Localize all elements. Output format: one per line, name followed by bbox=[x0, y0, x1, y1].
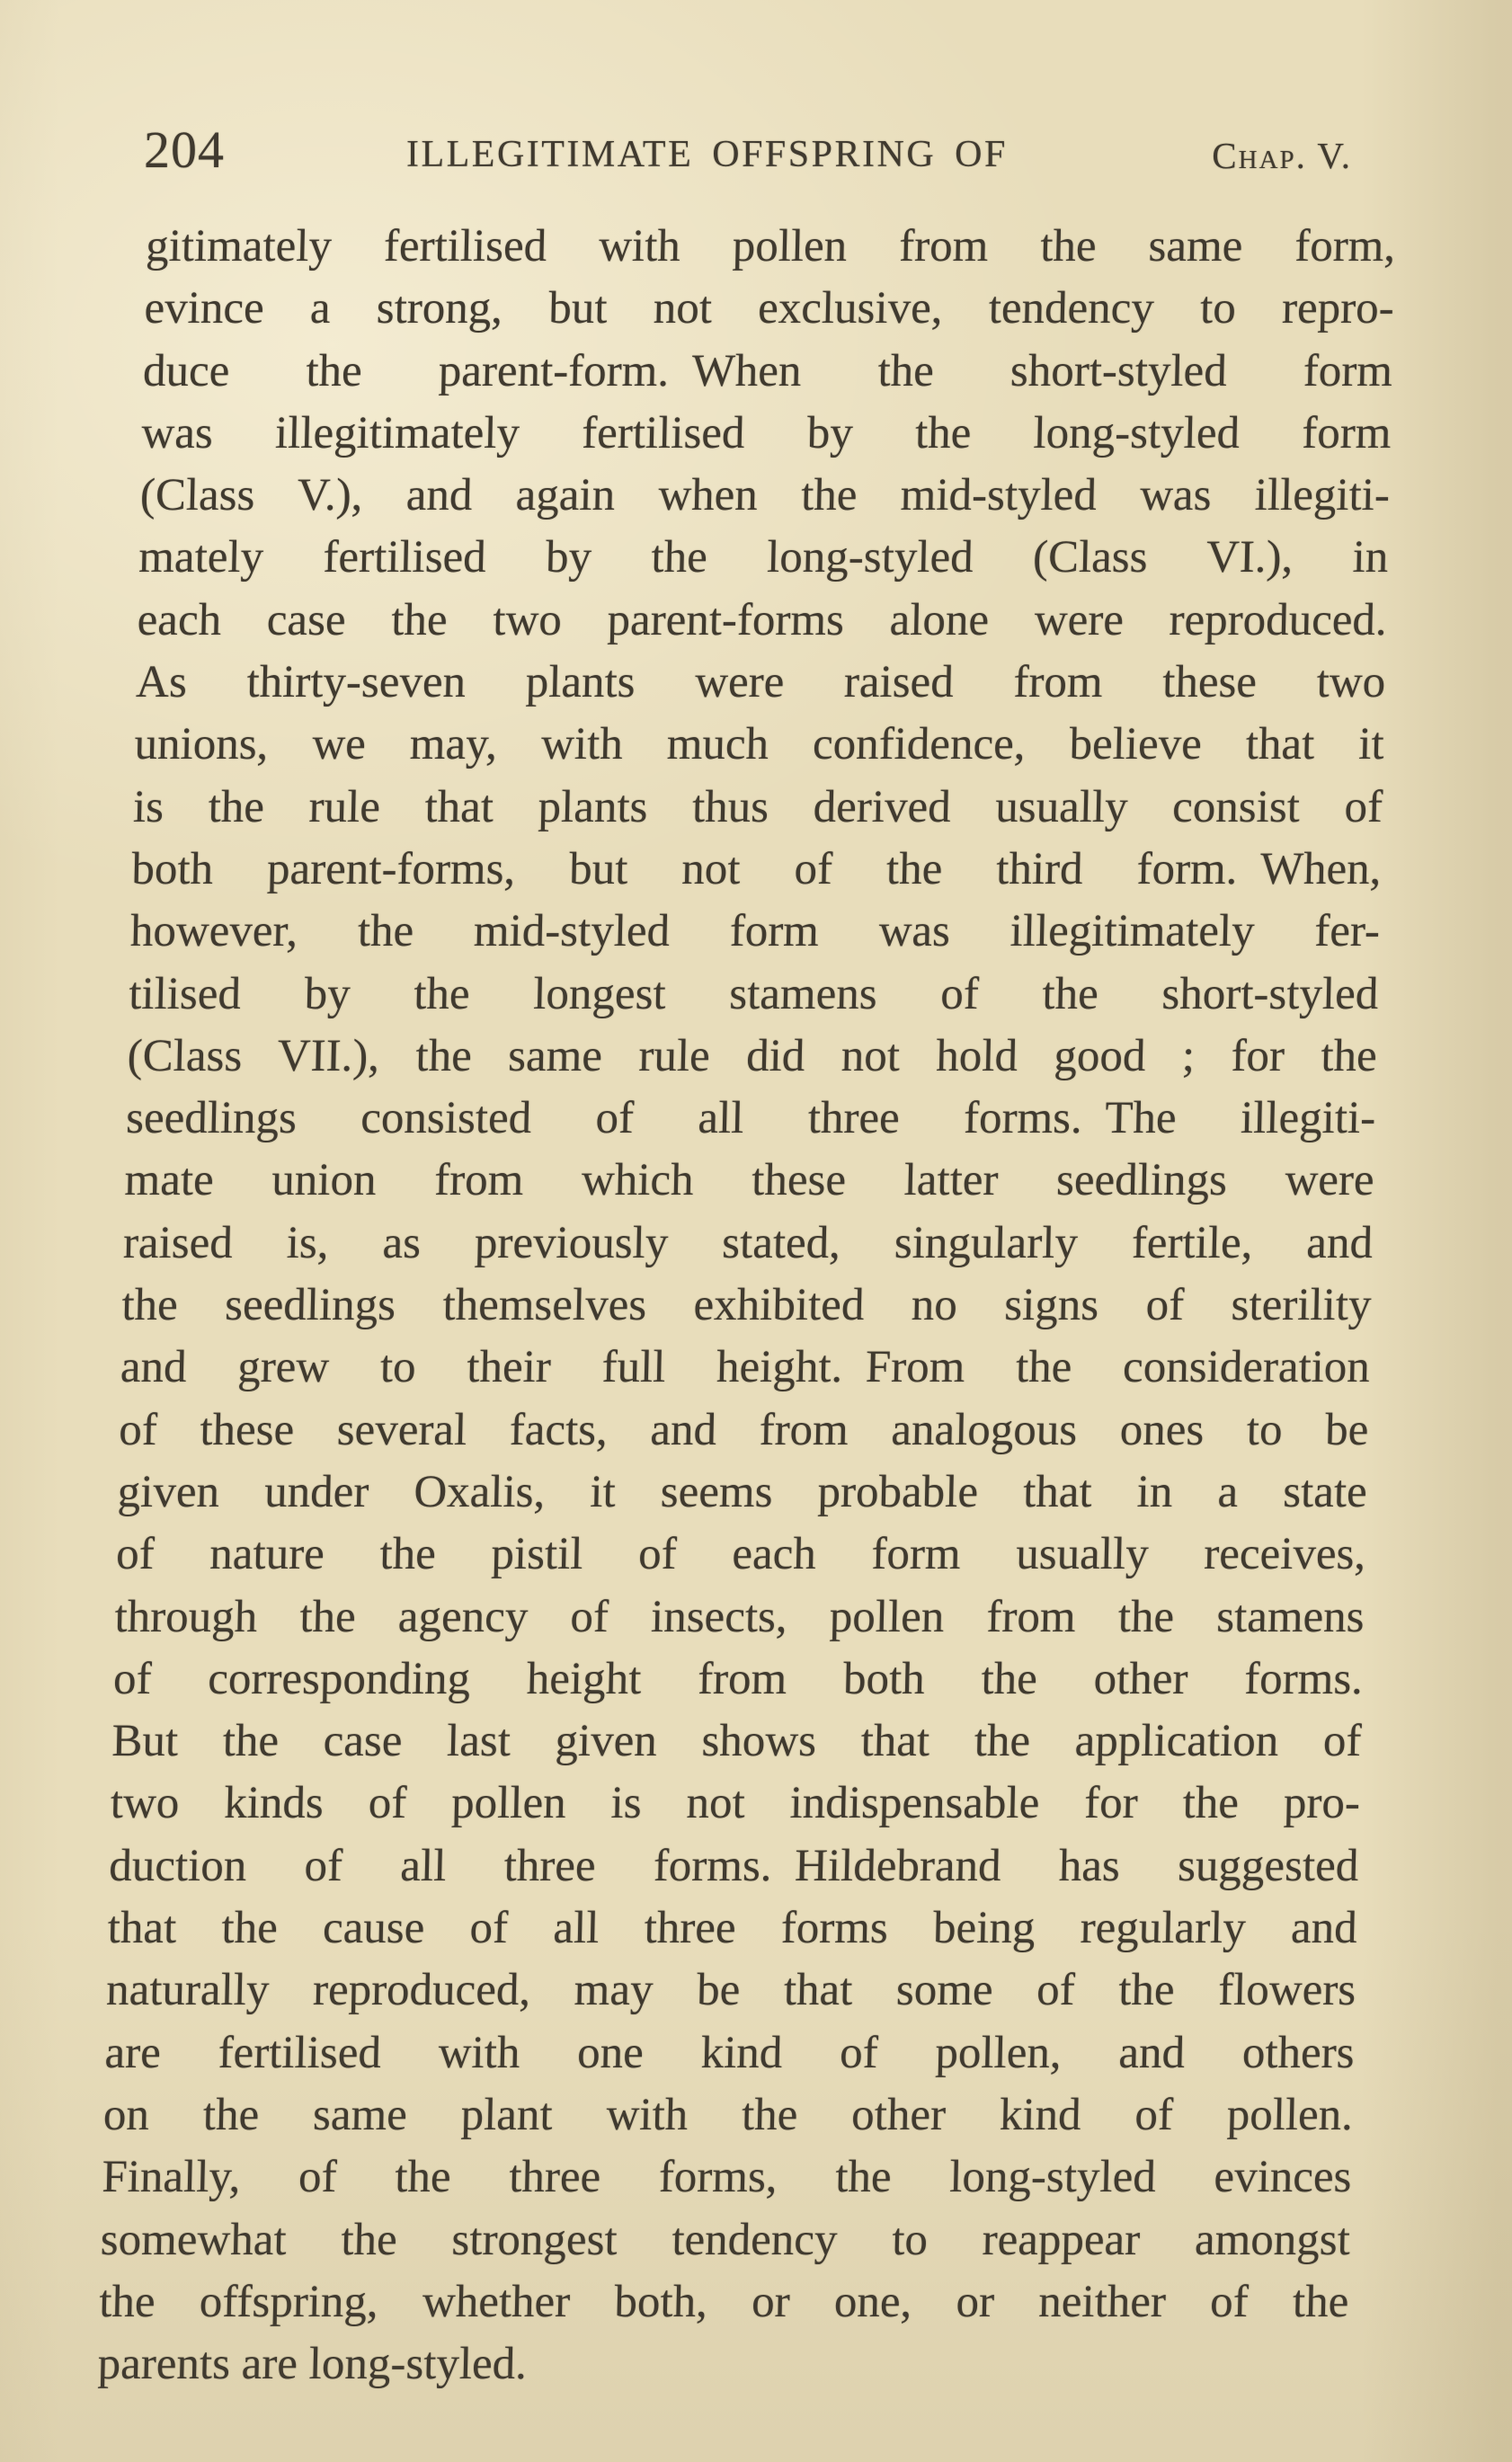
text-line: on the same plant with the other kind of pollen. bbox=[102, 2089, 1354, 2140]
text-line: duction of all three forms. Hildebrand has suggested bbox=[108, 1840, 1359, 1891]
text-line: of these several facts, and from analogous ones to be bbox=[118, 1404, 1369, 1455]
text-line: the seedlings themselves exhibited no signs of sterility bbox=[120, 1280, 1373, 1331]
text-line: both parent-forms, but not of the third form. When, bbox=[130, 843, 1383, 894]
text-line: gitimately fertilised with pollen from the same form, bbox=[145, 221, 1396, 271]
body-text bbox=[97, 216, 1396, 2395]
chapter-label: Chap. V. bbox=[1212, 135, 1352, 176]
text-line: parents are long-styled. bbox=[97, 2339, 528, 2390]
text-line: raised is, as previously stated, singularly fertile, and bbox=[122, 1217, 1374, 1268]
text-line: duce the parent-form. When the short-styled form bbox=[142, 345, 1393, 396]
text-line: through the agency of insects, pollen from the stamens bbox=[113, 1591, 1365, 1642]
text-line: given under Oxalis, it seems probable that in a state bbox=[117, 1466, 1368, 1517]
text-line: however, the mid-styled form was illegitimately fer- bbox=[129, 906, 1381, 957]
text-line: unions, we may, with much confidence, believe that it bbox=[134, 719, 1385, 770]
text-line: mately fertilised by the long-styled (Class VI.), in bbox=[138, 532, 1390, 583]
page-number: 204 bbox=[144, 120, 225, 179]
text-line: evince a strong, but not exclusive, tendency to repro- bbox=[144, 283, 1395, 334]
text-line: But the case last given shows that the application of bbox=[111, 1716, 1363, 1767]
text-line: that the cause of all three forms being regularly and bbox=[107, 1903, 1358, 1954]
page-header bbox=[0, 120, 1512, 191]
text-line: was illegitimately fertilised by the long-styled form bbox=[140, 407, 1392, 458]
text-line: Finally, of the three forms, the long-styled evinces bbox=[101, 2152, 1353, 2203]
text-line: of corresponding height from both the other forms. bbox=[112, 1653, 1364, 1704]
text-line: mate union from which these latter seedlings were bbox=[124, 1155, 1375, 1206]
text-line: somewhat the strongest tendency to reappear amongst bbox=[100, 2214, 1351, 2265]
text-line: (Class V.), and again when the mid-styled was illegiti- bbox=[139, 470, 1391, 521]
text-line: the offspring, whether both, or one, or neither of the bbox=[98, 2276, 1349, 2327]
text-line: is the rule that plants thus derived usually consist of bbox=[132, 781, 1383, 832]
text-line: of nature the pistil of each form usually receives, bbox=[115, 1529, 1366, 1580]
text-line: (Class VII.), the same rule did not hold good ; for the bbox=[127, 1030, 1378, 1081]
text-line: and grew to their full height. From the consideration bbox=[120, 1342, 1371, 1393]
running-title: ILLEGITIMATE OFFSPRING OF bbox=[406, 134, 1008, 175]
text-line: tilised by the longest stamens of the short-styled bbox=[128, 968, 1379, 1019]
text-line: two kinds of pollen is not indispensable for the pro- bbox=[110, 1778, 1361, 1829]
text-line: seedlings consisted of all three forms. The illegiti- bbox=[125, 1093, 1376, 1144]
text-line: naturally reproduced, may be that some of the flowers bbox=[105, 1965, 1356, 2016]
text-line: each case the two parent-forms alone were reproduced. bbox=[137, 594, 1388, 645]
text-line: are fertilised with one kind of pollen, and others bbox=[103, 2027, 1356, 2078]
text-line: As thirty-seven plants were raised from these two bbox=[135, 657, 1386, 708]
